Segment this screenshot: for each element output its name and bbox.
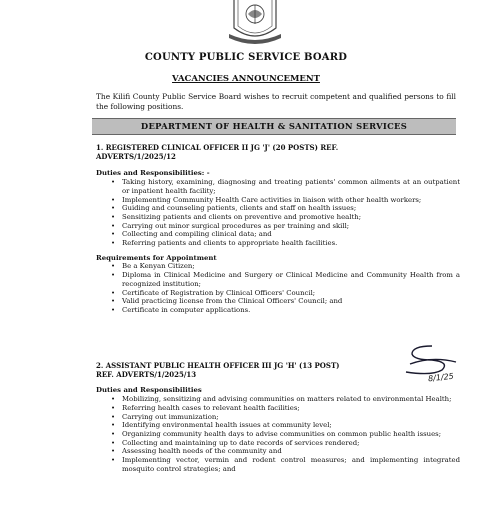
list-item: • Sensitizing patients and clients on preventive and promotive health;	[122, 213, 460, 222]
position-1-requirements-list	[96, 262, 460, 314]
list-item: • Carrying out immunization;	[122, 413, 460, 422]
position-2-ref: REF. ADVERTS/1/2025/13	[96, 369, 197, 379]
list-item: • Assessing health needs of the community and	[122, 447, 460, 456]
position-1-duties-heading: Duties and Responsibilities: -	[96, 169, 210, 178]
list-item: • Collecting and maintaining up to date records of services rendered;	[122, 439, 460, 448]
list-item: • Valid practicing license from the Clinical Officers' Council; and	[122, 297, 460, 306]
department-banner	[92, 118, 456, 135]
list-item: • Certificate of Registration by Clinical Officers' Council;	[122, 289, 460, 298]
list-item: • Mobilizing, sensitizing and advising communities on matters related to environmental Health;	[122, 395, 460, 404]
position-2-duties-heading: Duties and Responsibilities	[96, 386, 202, 395]
list-item: • Be a Kenyan Citizen;	[122, 262, 460, 271]
list-item: • Organizing community health days to advise communities on common public health issues;	[122, 430, 460, 439]
county-coat-of-arms-icon	[226, 0, 284, 46]
position-1-title: 1. REGISTERED CLINICAL OFFICER II JG 'J' (20 POSTS) REF.	[96, 143, 339, 152]
list-item: • Implementing vector, vermin and rodent control measures; and implementing integrated mosquito control strategies; and	[122, 456, 460, 473]
position-1-duties-list	[96, 178, 460, 248]
board-title: COUNTY PUBLIC SERVICE BOARD	[144, 52, 348, 63]
department-title: DEPARTMENT OF HEALTH & SANITATION SERVICES	[140, 121, 408, 131]
position-2-duties-list	[96, 395, 460, 473]
list-item: • Diploma in Clinical Medicine and Surgery or Clinical Medicine and Community Health from a recognized institution;	[122, 271, 460, 288]
list-item: • Identifying environmental health issues at community level;	[122, 421, 460, 430]
position-2-title: 2. ASSISTANT PUBLIC HEALTH OFFICER III JG 'H' (13 POST)	[96, 361, 340, 370]
list-item: • Implementing Community Health Care activities in liaison with other health workers;	[122, 196, 460, 205]
intro-paragraph: The Kilifi County Public Service Board wishes to recruit competent and qualified persons to fill the following positions.	[96, 92, 456, 111]
list-item: • Carrying out minor surgical procedures as per training and skill;	[122, 222, 460, 231]
list-item: • Taking history, examining, diagnosing and treating patients' common ailments at an outpatient or inpatient health facility;	[122, 178, 460, 195]
list-item: • Guiding and counseling patients, clients and staff on health issues;	[122, 204, 460, 213]
position-1	[96, 144, 460, 315]
list-item: • Referring patients and clients to appropriate health facilities.	[122, 239, 460, 248]
list-item: • Certificate in computer applications.	[122, 306, 460, 315]
list-item: • Collecting and compiling clinical data; and	[122, 230, 460, 239]
position-1-requirements-heading: Requirements for Appointment	[96, 253, 217, 262]
signature-date: 8/1/25	[427, 371, 455, 384]
vacancies-heading: VACANCIES ANNOUNCEMENT	[172, 74, 320, 84]
position-1-ref: ADVERTS/1/2025/12	[96, 151, 176, 161]
list-item: • Referring health cases to relevant health facilities;	[122, 404, 460, 413]
